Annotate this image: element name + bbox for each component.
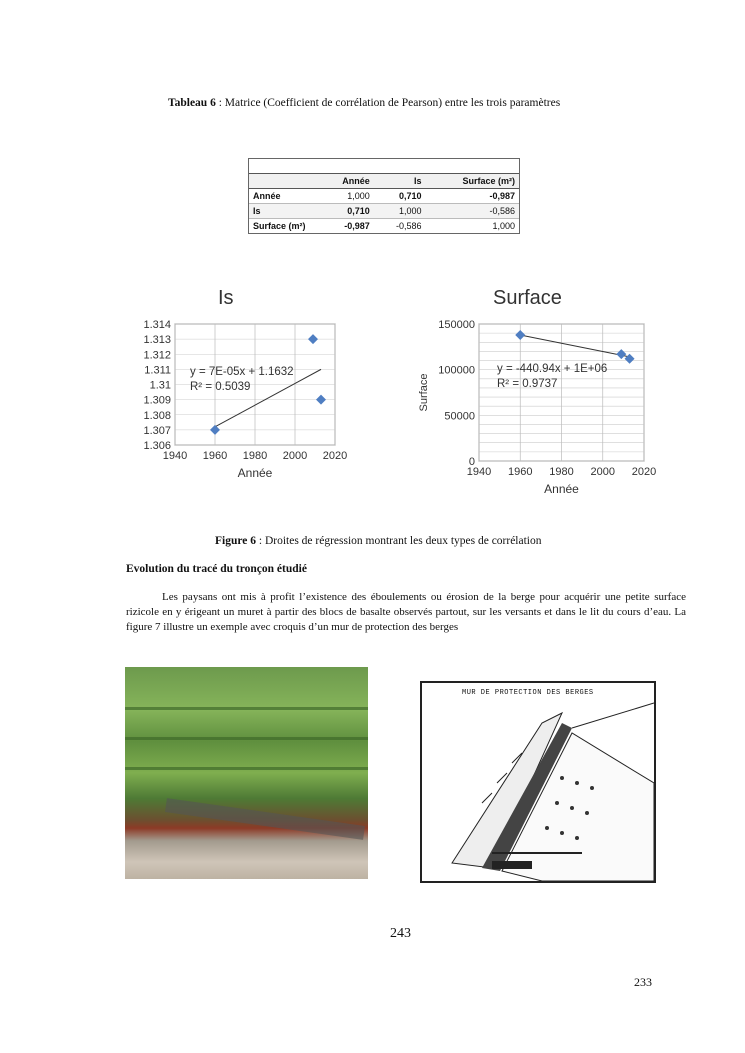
y-tick-label: 1.314	[143, 319, 171, 331]
x-tick-label: 1980	[242, 450, 268, 462]
y-tick-label: 100000	[438, 364, 475, 377]
table-header-empty	[249, 174, 319, 189]
x-tick-label: 2000	[590, 466, 615, 478]
y-axis-label: Surface	[418, 373, 430, 412]
chart-title: Is	[218, 287, 234, 309]
table-cell: -0,586	[396, 221, 422, 231]
y-tick-label: 1.309	[143, 394, 171, 407]
regression-equation: R² = 0.9737	[497, 378, 558, 390]
y-tick-label: 1.308	[143, 409, 171, 422]
x-tick-label: 2000	[282, 450, 308, 462]
table-caption	[168, 97, 648, 109]
table-row	[249, 219, 519, 234]
table-caption-label: Tableau 6	[168, 97, 216, 109]
table-cell: -0,987	[344, 221, 370, 231]
y-tick-label: 1.306	[143, 440, 171, 452]
y-tick-label: 1.311	[144, 364, 171, 377]
x-tick-label: 1960	[202, 450, 228, 462]
y-tick-label: 0	[468, 456, 475, 468]
x-tick-label: 1980	[549, 466, 574, 478]
table-caption-text: : Matrice (Coefficient de corrélation de Pearson) entre les trois paramètres	[215, 97, 561, 109]
table-header-annee: Année	[319, 174, 374, 189]
y-tick-label: 1.31	[149, 379, 171, 392]
x-tick-label: 1940	[162, 450, 188, 462]
table-row-label: Is	[253, 206, 261, 216]
chart-title: Surface	[493, 287, 562, 309]
figure-caption-label: Figure 6	[215, 535, 256, 547]
figure-caption-text: : Droites de régression montrant les deux types de corrélation	[256, 535, 542, 547]
table-cell: -0,987	[489, 191, 515, 201]
y-tick-label: 1.312	[143, 349, 171, 362]
sketch-drawing	[422, 683, 654, 881]
section-heading: Evolution du tracé du tronçon étudié	[126, 563, 307, 575]
table-row	[249, 204, 519, 219]
page-number-inner: 243	[390, 926, 411, 941]
correlation-table-container	[248, 158, 520, 234]
page-number-outer: 233	[634, 975, 652, 989]
x-axis-label: Année	[544, 482, 579, 496]
y-tick-label: 1.313	[143, 334, 171, 347]
x-axis-label: Année	[237, 466, 273, 480]
y-tick-label: 1.307	[143, 424, 171, 437]
body-paragraph: Les paysans ont mis à profit l’existence des éboulements ou érosion de la berge pour acquérir une petite surface rizicole en y érigeant un muret à partir des blocs de basalte observés partout, sur les versants et dans le lit du cours d’eau. La figure 7 illustre un exemple avec croquis d’un mur de protection des berges	[126, 591, 686, 633]
table-row-label: Année	[253, 191, 281, 201]
regression-equation: y = 7E-05x + 1.1632	[190, 366, 294, 378]
correlation-table	[249, 174, 519, 233]
table-header-is: Is	[374, 174, 426, 189]
table-header-surface: Surface (m²)	[426, 174, 519, 189]
x-tick-label: 2020	[631, 466, 657, 478]
table-row	[249, 189, 519, 204]
table-cell: -0,586	[489, 206, 515, 216]
x-tick-label: 1940	[466, 466, 492, 478]
table-cell: 0,710	[347, 206, 370, 216]
riverbank-photo	[125, 667, 368, 879]
y-tick-label: 150000	[438, 319, 475, 331]
table-cell: 1,000	[347, 191, 370, 201]
regression-equation: R² = 0.5039	[190, 381, 251, 393]
y-tick-label: 50000	[444, 410, 475, 423]
table-header-row	[249, 174, 519, 189]
sketch-title: MUR DE PROTECTION DES BERGES	[462, 689, 594, 697]
figure-caption	[215, 535, 635, 547]
regression-equation: y = -440.94x + 1E+06	[497, 363, 608, 375]
x-tick-label: 1960	[508, 466, 533, 478]
table-top-band	[249, 159, 519, 174]
protection-wall-sketch	[420, 681, 656, 883]
table-cell: 0,710	[399, 191, 422, 201]
table-cell: 1,000	[399, 206, 422, 216]
table-row-label: Surface (m²)	[253, 220, 306, 231]
surface-chart	[415, 278, 665, 513]
is-chart	[120, 278, 360, 513]
table-cell: 1,000	[492, 221, 515, 231]
x-tick-label: 2020	[322, 450, 348, 462]
